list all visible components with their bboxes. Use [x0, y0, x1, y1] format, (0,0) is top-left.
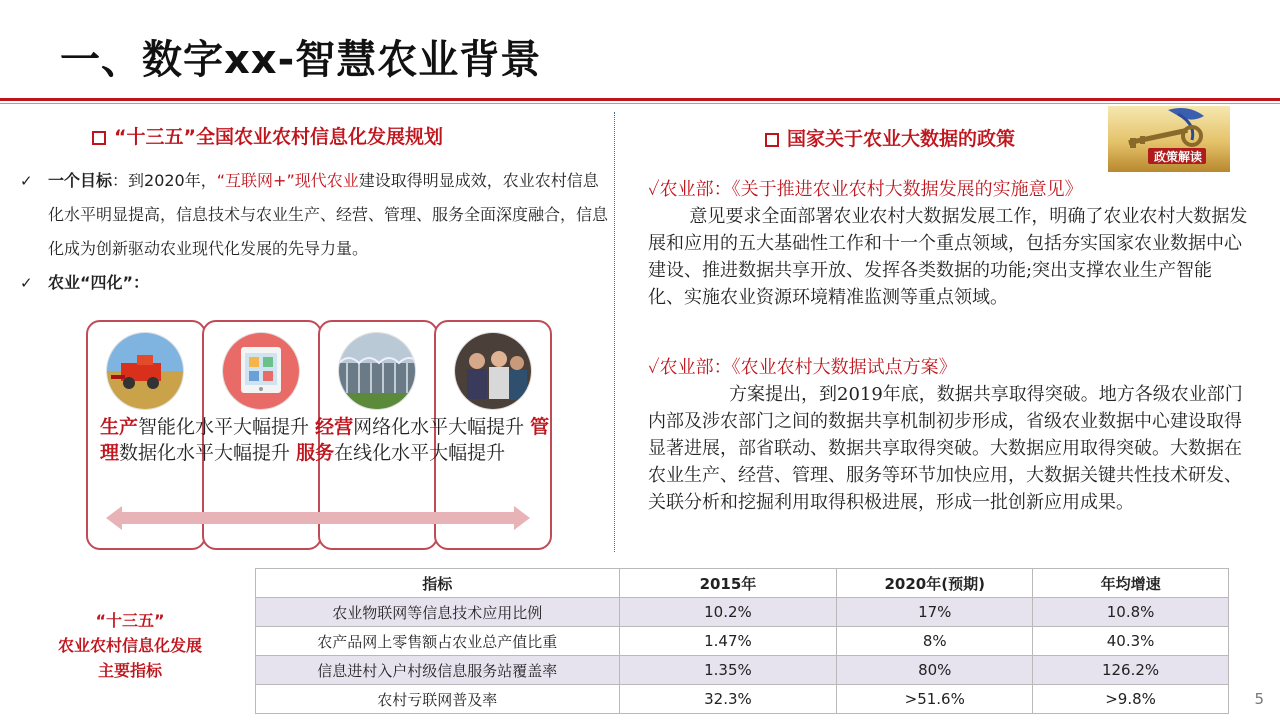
- goal-label: 一个目标: [48, 171, 113, 190]
- table-cell: >51.6%: [837, 685, 1033, 714]
- goal-post: 建设取得明显成效，农业农村信息化水平明显提高，信息技术与农业生产、经营、管理、服务全面深度融合，信息化成为创新驱动农业现代化发展的先导力量。: [48, 171, 609, 258]
- title-underline: [0, 98, 1280, 101]
- card-rest-production: 智能化水平大幅提升: [138, 416, 310, 438]
- checkmark-icon: ✓: [20, 274, 33, 292]
- table-cell: 农产品网上零售额占农业总产值比重: [256, 627, 620, 656]
- square-bullet-icon: [765, 133, 779, 147]
- page-number: 5: [1254, 690, 1264, 708]
- table-cell: 10.2%: [619, 598, 837, 627]
- left-section-heading: “十三五”全国农业农村信息化发展规划: [92, 122, 443, 149]
- table-side-label: “十三五” 农业农村信息化发展 主要指标: [57, 611, 202, 680]
- table-cell: 40.3%: [1033, 627, 1229, 656]
- table-cell: 32.3%: [619, 685, 837, 714]
- table-row: [256, 656, 1229, 685]
- col-header: 指标: [256, 569, 620, 598]
- four-modernization-text: [100, 414, 550, 466]
- key-icon: [1108, 106, 1230, 172]
- card-key-operation: 经营: [315, 416, 354, 438]
- table-cell: 1.47%: [619, 627, 837, 656]
- table-cell: 126.2%: [1033, 656, 1229, 685]
- table-cell: 8%: [837, 627, 1033, 656]
- service-meeting-photo: [454, 332, 532, 410]
- square-bullet-icon: [92, 131, 106, 145]
- table-cell: 农业物联网等信息技术应用比例: [256, 598, 620, 627]
- table-cell: 信息进村入户村级信息服务站覆盖率: [256, 656, 620, 685]
- policy-logo: [1108, 106, 1230, 172]
- four-bullet: [20, 266, 610, 300]
- goal-bullet: [20, 164, 610, 266]
- policy-block-2: [648, 354, 1248, 516]
- table-cell: 80%: [837, 656, 1033, 685]
- ecommerce-icon: [222, 332, 300, 410]
- table-cell: 1.35%: [619, 656, 837, 685]
- card-rest-operation: 网络化水平大幅提升: [353, 416, 525, 438]
- logo-text: 政策解读: [1154, 150, 1203, 164]
- indicator-table: [255, 568, 1229, 714]
- col-header: 2015年: [619, 569, 837, 598]
- card-key-service: 服务: [296, 442, 335, 464]
- card-key-management: 管理: [100, 416, 550, 464]
- title-underline-thin: [0, 103, 1280, 104]
- table-row: [256, 685, 1229, 714]
- policy-2-body: 方案提出，到2019年底，数据共享取得突破。地方各级农业部门内部及涉农部门之间的数据共享机制初步形成，省级农业数据中心建设取得显著进展，部省联动、数据共享取得突破。大数据应用取得突破。大数据在农业生产、经营、管理、服务等环节加快应用，大数据关键共性技术研发、关联分析和挖掘利用取得积极进展，形成一批创新应用成果。: [648, 384, 1243, 513]
- table-row: [256, 598, 1229, 627]
- column-divider: [614, 112, 615, 552]
- table-header-row: [256, 569, 1229, 598]
- greenhouse-photo: [338, 332, 416, 410]
- col-header: 2020年(预期): [837, 569, 1033, 598]
- double-arrow-icon: [106, 504, 530, 532]
- policy-2-heading: ✓农业部：《农业农村大数据试点方案》: [648, 357, 957, 378]
- policy-1-heading: ✓农业部：《关于推进农业农村大数据发展的实施意见》: [648, 179, 1083, 200]
- right-section-heading: 国家关于农业大数据的政策: [765, 124, 1015, 151]
- page-title: 一、数字xx-智慧农业背景: [60, 37, 542, 83]
- policy-block-1: [648, 176, 1248, 311]
- table-row: [256, 627, 1229, 656]
- harvester-photo: [106, 332, 184, 410]
- card-rest-service: 在线化水平大幅提升: [334, 442, 506, 464]
- checkmark-icon: ✓: [20, 172, 33, 190]
- four-label: 农业“四化”：: [48, 273, 150, 292]
- goal-highlight: “互联网+”现代农业: [216, 171, 359, 190]
- table-cell: 10.8%: [1033, 598, 1229, 627]
- card-rest-management: 数据化水平大幅提升: [119, 442, 291, 464]
- table-cell: 17%: [837, 598, 1033, 627]
- policy-1-body: 意见要求全面部署农业农村大数据发展工作，明确了农业农村大数据发展和应用的五大基础性工作和十一个重点领域，包括夯实国家农业数据中心建设、推进数据共享开放、发挥各类数据的功能;突出支撑农业生产智能化、实施农业资源环境精准监测等重点领域。: [648, 206, 1248, 308]
- card-key-production: 生产: [100, 416, 139, 438]
- goal-pre: ：到2020年，: [112, 171, 217, 190]
- col-header: 年均增速: [1033, 569, 1229, 598]
- table-cell: 农村亏联网普及率: [256, 685, 620, 714]
- table-cell: >9.8%: [1033, 685, 1229, 714]
